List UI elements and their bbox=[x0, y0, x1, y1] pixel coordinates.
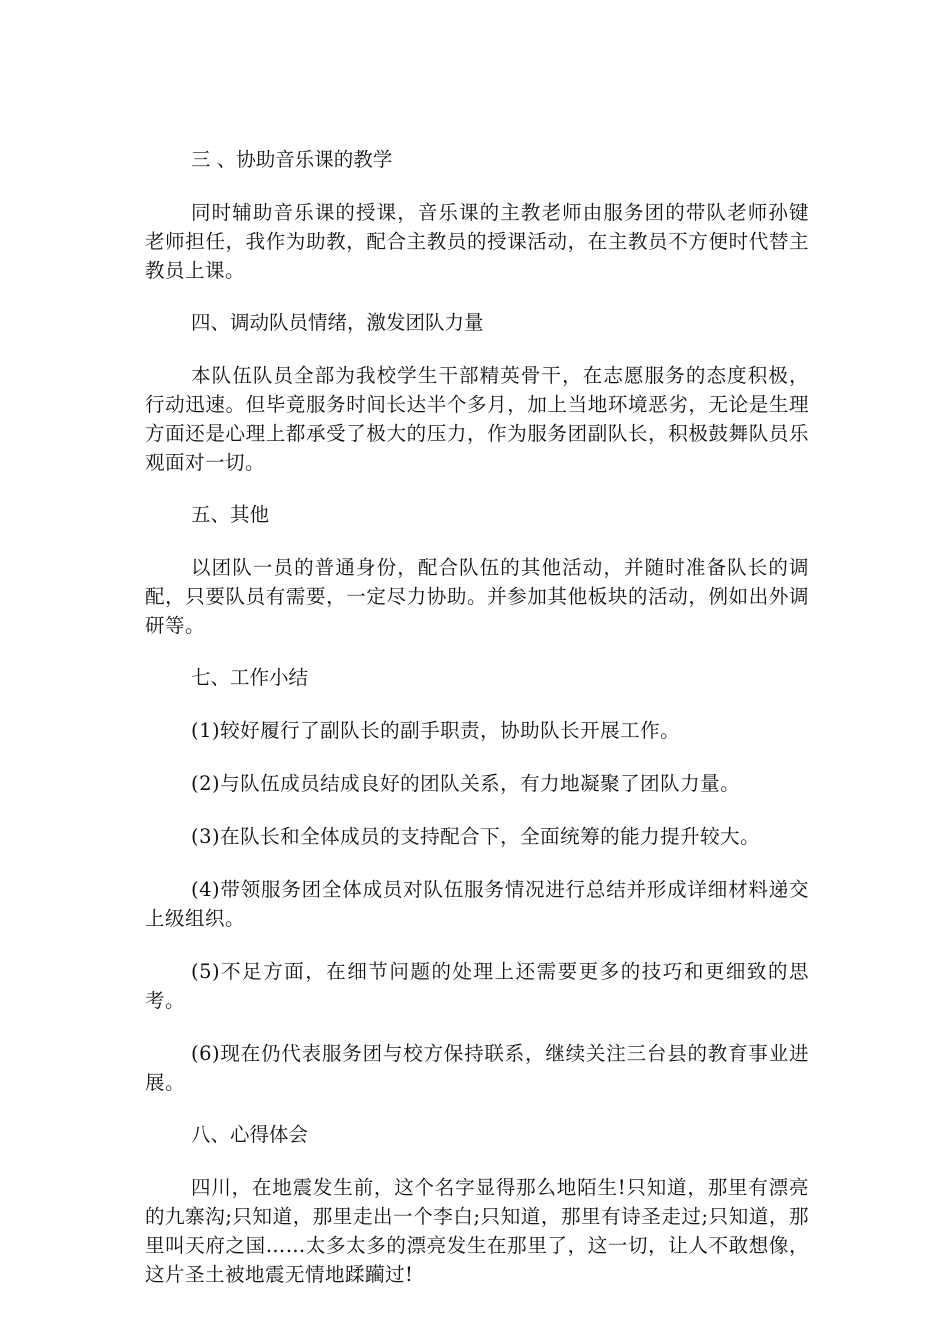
summary-item-3: (3)在队长和全体成员的支持配合下，全面统筹的能力提升较大。 bbox=[191, 825, 761, 848]
summary-item-6: (6)现在仍代表服务团与校方保持联系，继续关注三台县的教育事业进展。 bbox=[145, 1042, 809, 1094]
section-heading-work-summary: 七、工作小结 bbox=[191, 666, 309, 689]
section-paragraph-team-morale: 本队伍队员全部为我校学生干部精英骨干，在志愿服务的态度积极，行动迅速。但毕竟服务时间长达半个多月，加上当地环境恶劣，无论是生理方面还是心理上都承受了极大的压力，作为服务团副队长，积极鼓舞队员乐观面对一切。 bbox=[145, 364, 809, 474]
document-page bbox=[145, 146, 809, 1313]
section-paragraph-reflections: 四川，在地震发生前，这个名字显得那么地陌生!只知道，那里有漂亮的九寨沟;只知道，那里走出一个李白;只知道，那里有诗圣走过;只知道，那里叫天府之国……太多太多的漂亮发生在那里了，这一切，让人不敢想像，这片圣土被地震无情地蹂躏过! bbox=[145, 1176, 809, 1286]
summary-item-4: (4)带领服务团全体成员对队伍服务情况进行总结并形成详细材料递交上级组织。 bbox=[145, 878, 809, 930]
section-heading-team-morale: 四、调动队员情绪，激发团队力量 bbox=[191, 311, 484, 334]
section-heading-other: 五、其他 bbox=[191, 503, 270, 526]
section-heading-reflections: 八、心得体会 bbox=[191, 1123, 309, 1146]
summary-item-2: (2)与队伍成员结成良好的团队关系，有力地凝聚了团队力量。 bbox=[191, 772, 741, 795]
section-heading-music: 三 、协助音乐课的教学 bbox=[191, 148, 393, 171]
section-paragraph-other: 以团队一员的普通身份，配合队伍的其他活动，并随时准备队长的调配，只要队员有需要，一定尽力协助。并参加其他板块的活动，例如出外调研等。 bbox=[145, 556, 809, 637]
summary-item-5: (5)不足方面，在细节问题的处理上还需要更多的技巧和更细致的思考。 bbox=[145, 960, 809, 1012]
section-paragraph-music: 同时辅助音乐课的授课，音乐课的主教老师由服务团的带队老师孙键老师担任，我作为助教，配合主教员的授课活动，在主教员不方便时代替主教员上课。 bbox=[145, 201, 809, 282]
summary-item-1: (1)较好履行了副队长的副手职责，协助队长开展工作。 bbox=[191, 719, 681, 742]
